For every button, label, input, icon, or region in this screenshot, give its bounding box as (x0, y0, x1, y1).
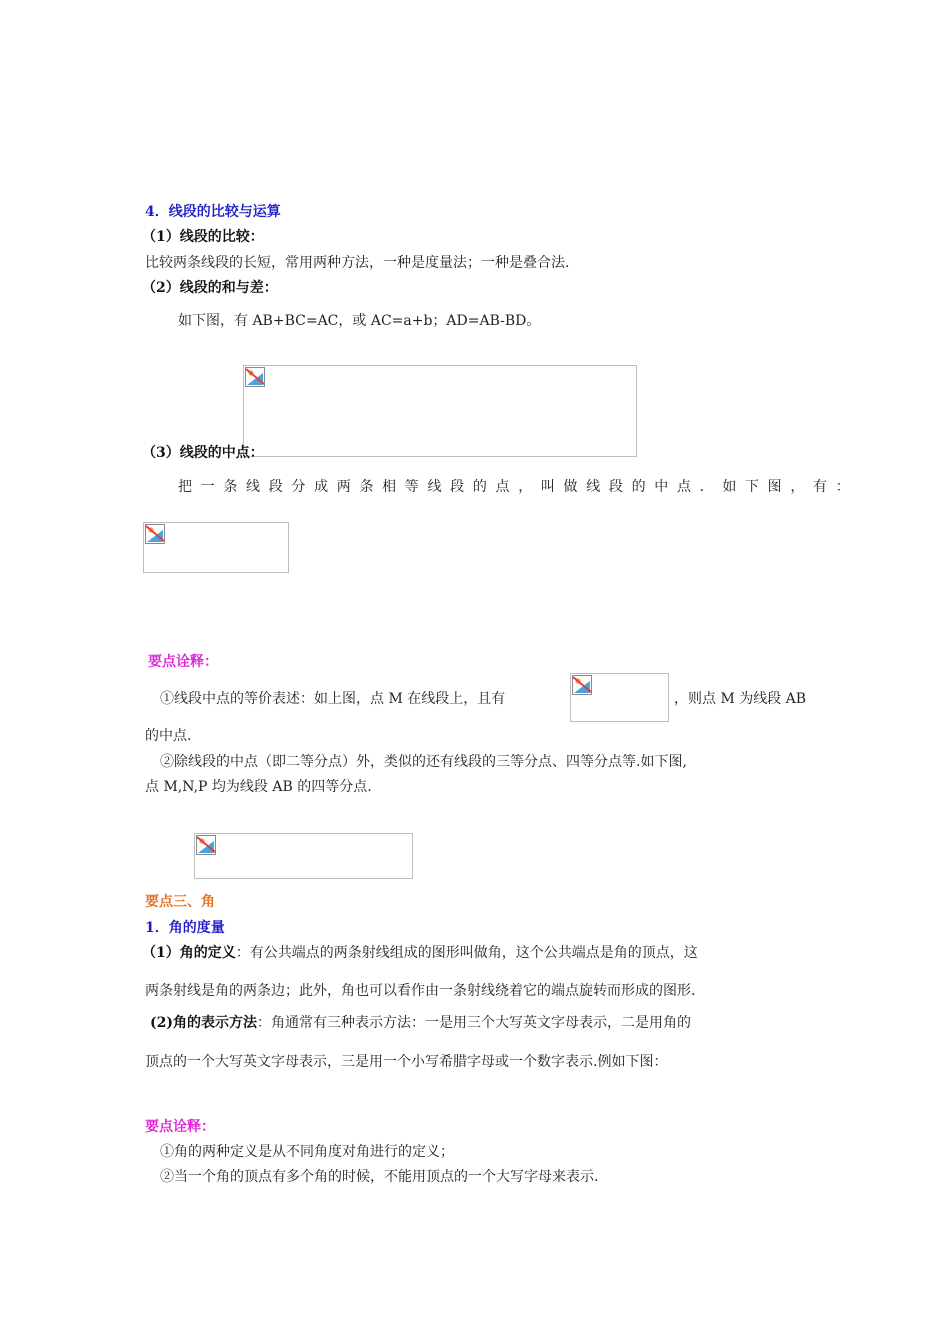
note-1-item-1c: 的中点. (145, 728, 192, 744)
angle-representation-text-1: ：角通常有三种表示方法：一是用三个大写英文字母表示，二是用角的 (257, 1015, 691, 1031)
figure-midpoint-equation (570, 673, 669, 722)
angle-definition-label: （1）角的定义 (142, 945, 236, 961)
note-1-heading: 要点诠释： (148, 654, 218, 670)
section-4-title: 4．线段的比较与运算 (145, 204, 281, 220)
note-2-item-1: ①角的两种定义是从不同角度对角进行的定义； (160, 1144, 454, 1160)
paragraph-compare: 比较两条线段的长短，常用两种方法，一种是度量法；一种是叠合法. (145, 255, 570, 271)
note-1-item-1a: ①线段中点的等价表述：如上图，点 M 在线段上，且有 (160, 691, 506, 707)
angle-representation-line-2: 顶点的一个大写英文字母表示，三是用一个小写希腊字母或一个数字表示.例如下图： (145, 1054, 668, 1070)
paragraph-sum-diff: 如下图，有 AB+BC=AC，或 AC=a+b；AD=AB-BD。 (178, 313, 541, 329)
subsection-3-title: （3）线段的中点： (142, 445, 264, 461)
broken-image-icon (196, 835, 216, 855)
note-1-item-2b: 点 M,N,P 均为线段 AB 的四等分点. (145, 779, 372, 795)
broken-image-icon (145, 524, 165, 544)
angle-definition-line-2: 两条射线是角的两条边；此外，角也可以看作由一条射线绕着它的端点旋转而形成的图形. (145, 983, 696, 999)
figure-quarter-points (194, 833, 413, 879)
angle-representation-label: (2)角的表示方法 (150, 1015, 257, 1031)
paragraph-midpoint: 把一条线段分成两条相等线段的点，叫做线段的中点．如下图，有： (178, 479, 859, 495)
angle-definition-line-1 (142, 944, 698, 962)
section-angle-heading: 要点三、角 (145, 894, 215, 910)
subsection-2-title: （2）线段的和与差： (142, 280, 278, 296)
figure-midpoint (143, 522, 289, 573)
broken-image-icon (245, 367, 265, 387)
figure-segment-sum (243, 365, 637, 457)
note-2-item-2: ②当一个角的顶点有多个角的时候，不能用顶点的一个大写字母来表示. (160, 1169, 599, 1185)
broken-image-icon (572, 675, 592, 695)
note-2-heading: 要点诠释： (145, 1119, 215, 1135)
angle-representation-line-1 (150, 1014, 691, 1032)
note-1-item-2a: ②除线段的中点（即二等分点）外，类似的还有线段的三等分点、四等分点等.如下图, (160, 754, 687, 770)
angle-definition-text-1: ：有公共端点的两条射线组成的图形叫做角，这个公共端点是角的顶点，这 (235, 945, 698, 961)
subsection-1-title: （1）线段的比较： (142, 229, 264, 245)
note-1-item-1b: ，则点 M 为线段 AB (674, 691, 807, 707)
angle-measure-title: 1．角的度量 (145, 920, 225, 936)
